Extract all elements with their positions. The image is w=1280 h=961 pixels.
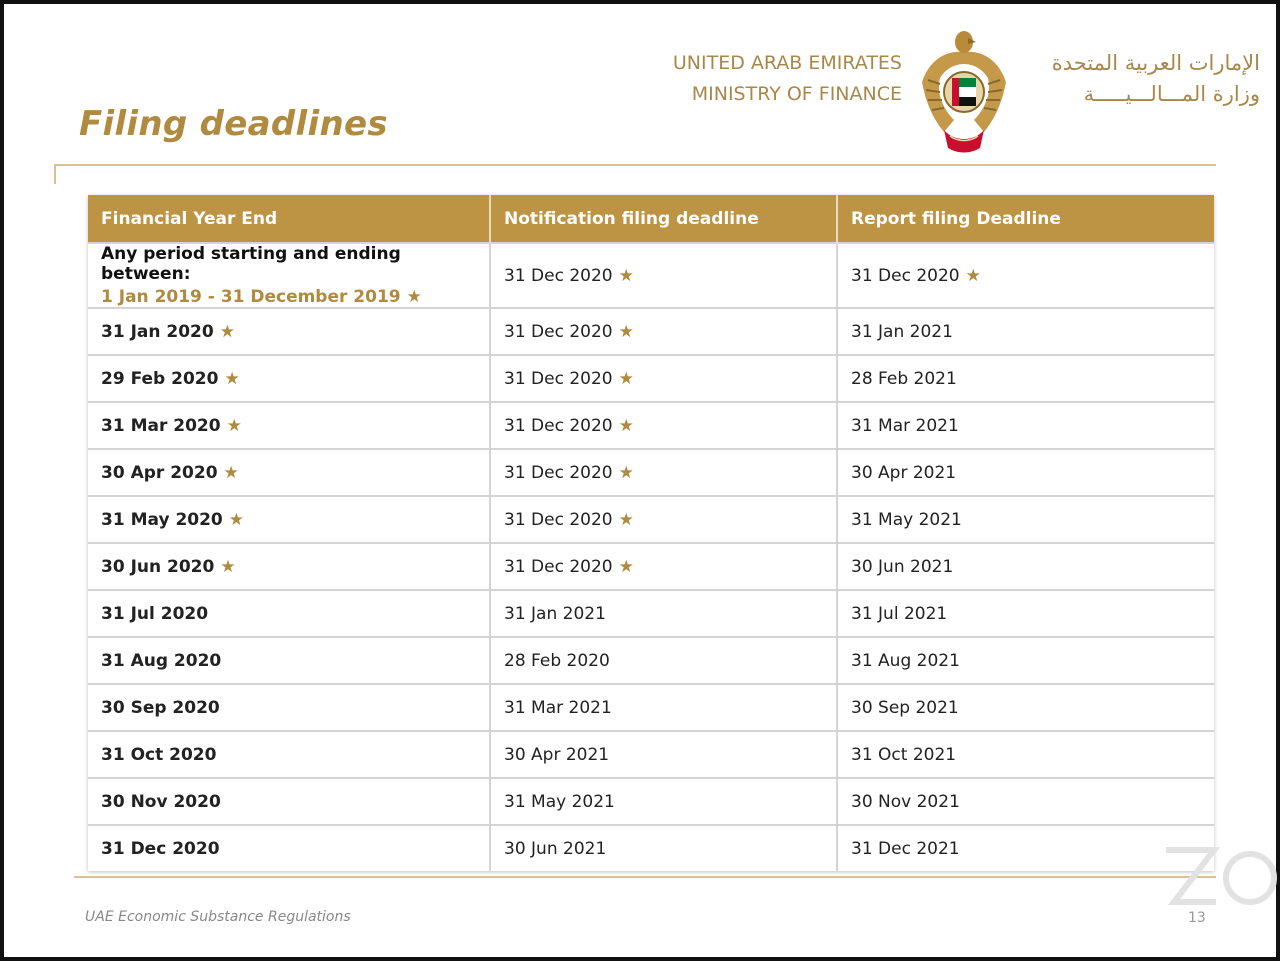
report-cell: [837, 496, 1214, 543]
fye-date: 31 Jul 2020: [101, 603, 209, 624]
star-icon: ★: [406, 287, 422, 307]
notification-date: 31 Dec 2020: [504, 265, 613, 286]
report-cell: [837, 637, 1214, 684]
notification-date: 31 Dec 2020: [504, 509, 613, 530]
table-row: [88, 496, 1214, 543]
top-divider: [54, 164, 1216, 166]
fye-cell: [88, 637, 490, 684]
star-icon: ★: [618, 368, 634, 389]
notification-date: 31 Dec 2020: [504, 321, 613, 342]
notification-cell: [490, 308, 837, 355]
report-date: 30 Sep 2021: [851, 697, 959, 718]
fye-date: 29 Feb 2020: [101, 368, 219, 389]
fye-period-range-text: 1 Jan 2019 - 31 December 2019: [101, 287, 401, 307]
report-date: 30 Nov 2021: [851, 791, 960, 812]
notification-date: 30 Apr 2021: [504, 744, 610, 765]
table-row: [88, 402, 1214, 449]
fye-cell: [88, 402, 490, 449]
notification-date: 31 Jan 2021: [504, 603, 606, 624]
star-icon: ★: [618, 415, 634, 436]
fye-cell: [88, 825, 490, 871]
fye-period-range: [101, 287, 476, 307]
fye-date: 31 Aug 2020: [101, 650, 222, 671]
report-cell: [837, 590, 1214, 637]
star-icon: ★: [618, 321, 634, 342]
table-header-row: [88, 195, 1214, 243]
notification-cell: [490, 637, 837, 684]
notification-cell: [490, 731, 837, 778]
notification-cell: [490, 543, 837, 590]
notification-cell: [490, 243, 837, 308]
star-icon: ★: [220, 556, 236, 577]
notification-date: 31 May 2021: [504, 791, 615, 812]
notification-cell: [490, 449, 837, 496]
fye-cell: [88, 543, 490, 590]
fye-date: 30 Nov 2020: [101, 791, 221, 812]
page-title: Filing deadlines: [79, 104, 388, 144]
notification-date: 31 Mar 2021: [504, 697, 612, 718]
star-icon: ★: [965, 265, 981, 286]
table-row: [88, 308, 1214, 355]
notification-cell: [490, 590, 837, 637]
star-icon: ★: [226, 415, 242, 436]
fye-date: 31 Mar 2020: [101, 415, 221, 436]
table-row: [88, 778, 1214, 825]
table-row: [88, 637, 1214, 684]
report-date: 30 Apr 2021: [851, 462, 957, 483]
table-row: [88, 543, 1214, 590]
table-row: [88, 731, 1214, 778]
report-date: 31 Jul 2021: [851, 603, 948, 624]
uae-falcon-emblem-icon: [918, 24, 1010, 154]
report-cell: [837, 543, 1214, 590]
report-date: 31 Mar 2021: [851, 415, 959, 436]
notification-cell: [490, 825, 837, 871]
fye-cell: [88, 778, 490, 825]
column-header-report: Report filing Deadline: [837, 195, 1214, 243]
report-cell: [837, 731, 1214, 778]
fye-period-label: Any period starting and ending between:: [101, 244, 401, 284]
zoom-watermark-logo: [1162, 846, 1280, 908]
notification-date: 31 Dec 2020: [504, 368, 613, 389]
fye-cell: [88, 355, 490, 402]
report-cell: [837, 308, 1214, 355]
bottom-divider: [74, 876, 1216, 878]
fye-cell: [88, 308, 490, 355]
notification-date: 31 Dec 2020: [504, 462, 613, 483]
notification-cell: [490, 496, 837, 543]
table-row: [88, 590, 1214, 637]
notification-date: 28 Feb 2020: [504, 650, 610, 671]
footer-text: UAE Economic Substance Regulations: [85, 909, 351, 925]
ministry-name-arabic: [1022, 48, 1260, 110]
report-date: 31 Dec 2020: [851, 265, 960, 286]
fye-cell: [88, 590, 490, 637]
fye-date: 30 Apr 2020: [101, 462, 218, 483]
report-cell: [837, 825, 1214, 871]
star-icon: ★: [219, 321, 235, 342]
org-ar-line2: وزارة المـــالـــيـــــة: [1083, 82, 1260, 106]
ministry-name-english: [664, 48, 902, 110]
org-ar-line1: الإمارات العربية المتحدة: [1051, 51, 1260, 75]
report-date: 31 Aug 2021: [851, 650, 960, 671]
report-date: 31 Dec 2021: [851, 838, 960, 859]
report-cell: [837, 402, 1214, 449]
fye-cell: [88, 684, 490, 731]
report-cell: [837, 449, 1214, 496]
notification-date: 30 Jun 2021: [504, 838, 607, 859]
table-row: [88, 355, 1214, 402]
table-row: [88, 243, 1214, 308]
notification-cell: [490, 778, 837, 825]
notification-cell: [490, 402, 837, 449]
page-number: 13: [1188, 910, 1206, 926]
fye-date: 31 Jan 2020: [101, 321, 214, 342]
filing-deadlines-table: [88, 195, 1214, 871]
report-date: 31 May 2021: [851, 509, 962, 530]
fye-cell: [88, 496, 490, 543]
star-icon: ★: [618, 265, 634, 286]
fye-date: 30 Sep 2020: [101, 697, 220, 718]
star-icon: ★: [618, 462, 634, 483]
report-cell: [837, 778, 1214, 825]
star-icon: ★: [224, 368, 240, 389]
table-row: [88, 684, 1214, 731]
fye-date: 31 May 2020: [101, 509, 223, 530]
fye-date: 30 Jun 2020: [101, 556, 215, 577]
notification-cell: [490, 355, 837, 402]
report-cell: [837, 684, 1214, 731]
report-date: 30 Jun 2021: [851, 556, 954, 577]
report-cell: [837, 243, 1214, 308]
fye-cell: [88, 243, 490, 308]
report-cell: [837, 355, 1214, 402]
notification-date: 31 Dec 2020: [504, 556, 613, 577]
fye-cell: [88, 449, 490, 496]
star-icon: ★: [618, 509, 634, 530]
fye-date: 31 Oct 2020: [101, 744, 217, 765]
top-divider-tick: [54, 164, 56, 184]
table-row: [88, 449, 1214, 496]
star-icon: ★: [223, 462, 239, 483]
notification-date: 31 Dec 2020: [504, 415, 613, 436]
table-row: [88, 825, 1214, 871]
column-header-notification: Notification filing deadline: [490, 195, 837, 243]
report-date: 28 Feb 2021: [851, 368, 957, 389]
report-date: 31 Oct 2021: [851, 744, 957, 765]
fye-cell: [88, 731, 490, 778]
report-date: 31 Jan 2021: [851, 321, 953, 342]
notification-cell: [490, 684, 837, 731]
org-en-line2: MINISTRY OF FINANCE: [691, 83, 902, 105]
star-icon: ★: [228, 509, 245, 530]
column-header-fye: Financial Year End: [88, 195, 490, 243]
org-en-line1: UNITED ARAB EMIRATES: [672, 52, 902, 74]
star-icon: ★: [618, 556, 634, 577]
fye-date: 31 Dec 2020: [101, 838, 220, 859]
